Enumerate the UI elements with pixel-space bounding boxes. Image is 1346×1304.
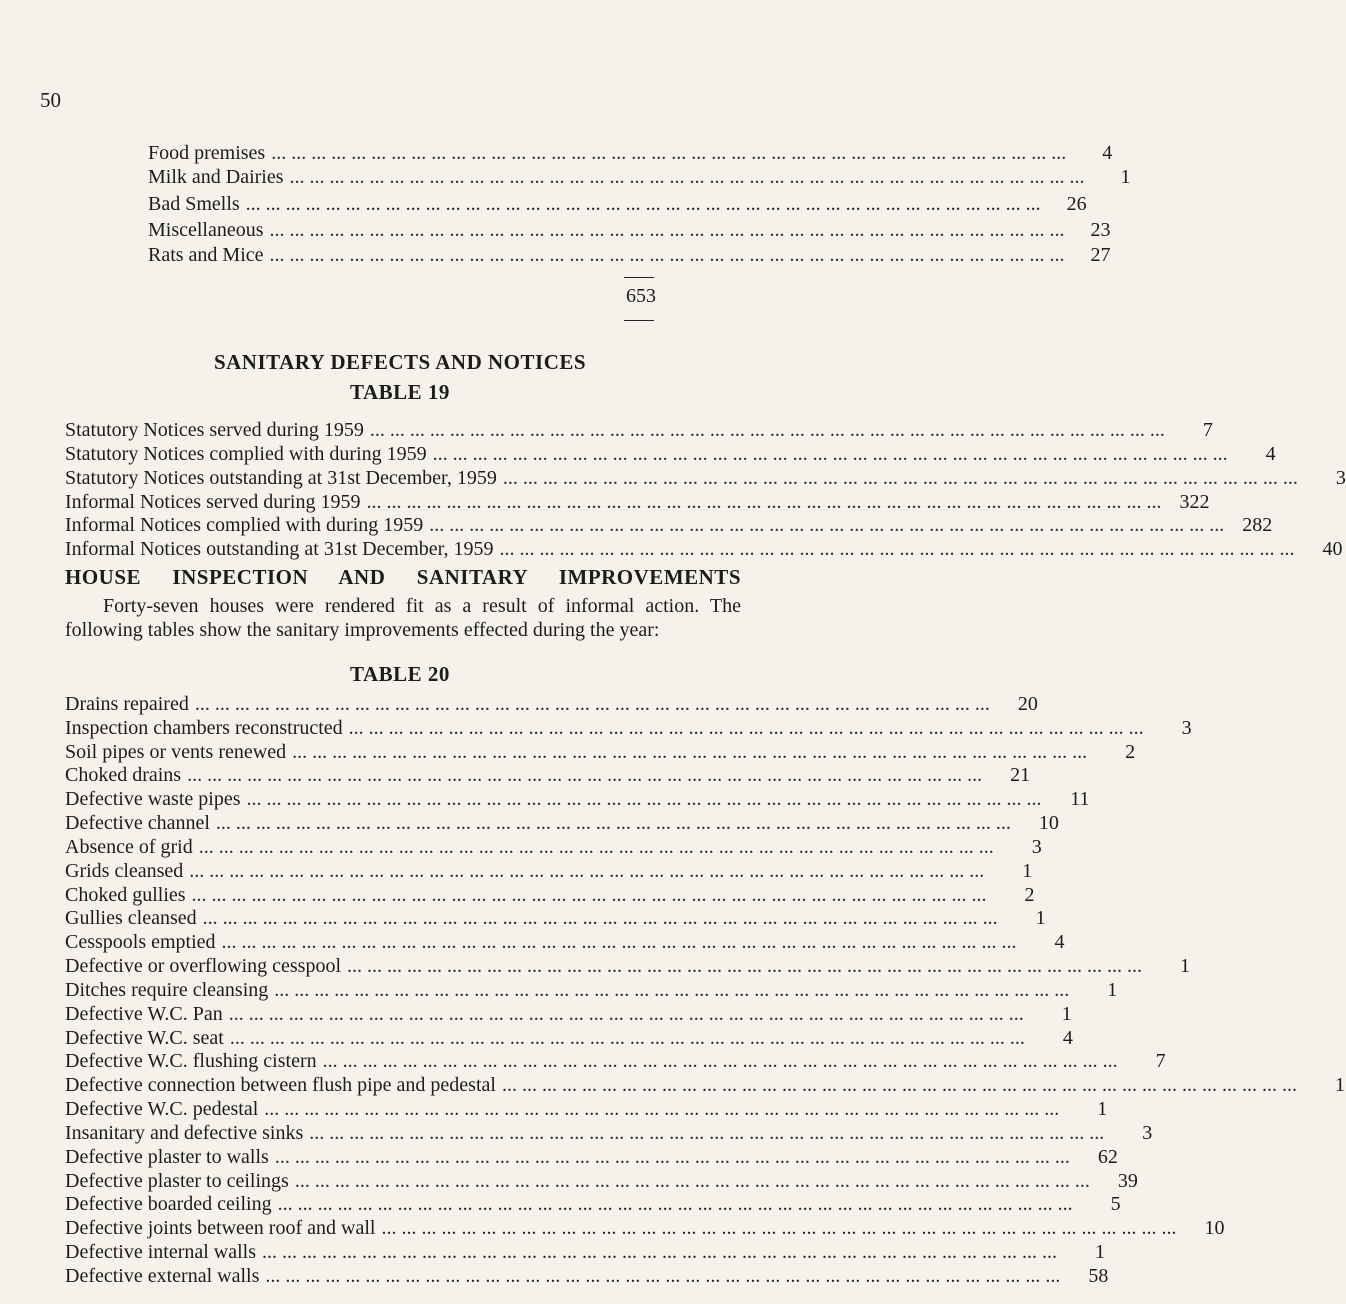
item-value: 23	[1090, 219, 1111, 241]
table-row: Informal Notices outstanding at 31st December, 1959 ... ... ... ... ... ... ... ... ... ... ... ... ... ... ... ... ... ... ... ... ... ... ... ... ... ... ... ... ... ... ... ... ... ... ... ... ... ... ... ... 40	[65, 538, 1343, 560]
row-value: 4	[1265, 443, 1276, 465]
table-row: Defective joints between roof and wall ... ... ... ... ... ... ... ... ... ... ... ... ... ... ... ... ... ... ... ... ... ... ... ... ... ... ... ... ... ... ... ... ... ... ... ... ... ... ... ... 10	[65, 1217, 1225, 1239]
item-label: Bad Smells	[148, 193, 240, 215]
row-label: Defective W.C. flushing cistern	[65, 1050, 317, 1072]
table-row: Soil pipes or vents renewed ... ... ... ... ... ... ... ... ... ... ... ... ... ... ... ... ... ... ... ... ... ... ... ... ... ... ... ... ... ... ... ... ... ... ... ... ... ... ... ... 2	[65, 741, 1136, 763]
row-label: Absence of grid	[65, 836, 193, 858]
item-label: Milk and Dairies	[148, 166, 284, 188]
row-value: 1	[1107, 979, 1118, 1001]
table-row: Defective external walls ... ... ... ... ... ... ... ... ... ... ... ... ... ... ... ... ... ... ... ... ... ... ... ... ... ... ... ... ... ... ... ... ... ... ... ... ... ... ... ... 58	[65, 1265, 1109, 1287]
row-label: Statutory Notices served during 1959	[65, 419, 364, 441]
row-label: Cesspools emptied	[65, 931, 216, 953]
row-value: 322	[1179, 491, 1210, 513]
row-value: 4	[1062, 1027, 1073, 1049]
row-label: Soil pipes or vents renewed	[65, 741, 287, 763]
row-value: 4	[1054, 931, 1065, 953]
item-value: 4	[1102, 142, 1113, 164]
table-row: Defective or overflowing cesspool ... ... ... ... ... ... ... ... ... ... ... ... ... ... ... ... ... ... ... ... ... ... ... ... ... ... ... ... ... ... ... ... ... ... ... ... ... ... ... ... 1	[65, 955, 1191, 977]
row-value: 1	[1022, 860, 1033, 882]
table-row: Defective W.C. pedestal ... ... ... ... ... ... ... ... ... ... ... ... ... ... ... ... ... ... ... ... ... ... ... ... ... ... ... ... ... ... ... ... ... ... ... ... ... ... ... ... 1	[65, 1098, 1108, 1120]
row-value: 7	[1202, 419, 1213, 441]
row-label: Informal Notices outstanding at 31st December, 1959	[65, 538, 494, 560]
row-value: 1	[1097, 1098, 1108, 1120]
row-value: 1	[1334, 1074, 1345, 1096]
table-row: Informal Notices complied with during 1959 ... ... ... ... ... ... ... ... ... ... ... ... ... ... ... ... ... ... ... ... ... ... ... ... ... ... ... ... ... ... ... ... ... ... ... ... ... ... ... ... 282	[65, 514, 1273, 536]
row-value: 5	[1110, 1193, 1121, 1215]
table-row: Insanitary and defective sinks ... ... ... ... ... ... ... ... ... ... ... ... ... ... ... ... ... ... ... ... ... ... ... ... ... ... ... ... ... ... ... ... ... ... ... ... ... ... ... ... 3	[65, 1122, 1153, 1144]
table-row: Statutory Notices outstanding at 31st December, 1959 ... ... ... ... ... ... ... ... ... ... ... ... ... ... ... ... ... ... ... ... ... ... ... ... ... ... ... ... ... ... ... ... ... ... ... ... ... ... ... ... 3	[65, 467, 1346, 489]
table-row: Defective channel ... ... ... ... ... ... ... ... ... ... ... ... ... ... ... ... ... ... ... ... ... ... ... ... ... ... ... ... ... ... ... ... ... ... ... ... ... ... ... ... 10	[65, 812, 1059, 834]
row-value: 2	[1024, 884, 1035, 906]
table-row: Choked gullies ... ... ... ... ... ... ... ... ... ... ... ... ... ... ... ... ... ... ... ... ... ... ... ... ... ... ... ... ... ... ... ... ... ... ... ... ... ... ... ... 2	[65, 884, 1035, 906]
row-label: Defective W.C. Pan	[65, 1003, 223, 1025]
table-row: Gullies cleansed ... ... ... ... ... ... ... ... ... ... ... ... ... ... ... ... ... ... ... ... ... ... ... ... ... ... ... ... ... ... ... ... ... ... ... ... ... ... ... ... 1	[65, 907, 1046, 929]
table-row: Statutory Notices complied with during 1959 ... ... ... ... ... ... ... ... ... ... ... ... ... ... ... ... ... ... ... ... ... ... ... ... ... ... ... ... ... ... ... ... ... ... ... ... ... ... ... ... 4	[65, 443, 1276, 465]
table-row: Choked drains ... ... ... ... ... ... ... ... ... ... ... ... ... ... ... ... ... ... ... ... ... ... ... ... ... ... ... ... ... ... ... ... ... ... ... ... ... ... ... ... 21	[65, 764, 1031, 786]
row-label: Defective channel	[65, 812, 210, 834]
row-label: Gullies cleansed	[65, 907, 197, 929]
item-label: Rats and Mice	[148, 244, 264, 266]
total-value: 653	[626, 285, 656, 307]
row-label: Ditches require cleansing	[65, 979, 269, 1001]
item-value: 26	[1066, 193, 1087, 215]
row-label: Informal Notices complied with during 1959	[65, 514, 424, 536]
row-label: Defective plaster to walls	[65, 1146, 269, 1168]
row-label: Drains repaired	[65, 693, 189, 715]
table-row: Defective plaster to ceilings ... ... ... ... ... ... ... ... ... ... ... ... ... ... ... ... ... ... ... ... ... ... ... ... ... ... ... ... ... ... ... ... ... ... ... ... ... ... ... ... 39	[65, 1170, 1138, 1192]
table-row: Absence of grid ... ... ... ... ... ... ... ... ... ... ... ... ... ... ... ... ... ... ... ... ... ... ... ... ... ... ... ... ... ... ... ... ... ... ... ... ... ... ... ... 3	[65, 836, 1042, 858]
table-row: Defective plaster to walls ... ... ... ... ... ... ... ... ... ... ... ... ... ... ... ... ... ... ... ... ... ... ... ... ... ... ... ... ... ... ... ... ... ... ... ... ... ... ... ... 62	[65, 1146, 1118, 1168]
table-row: Defective internal walls ... ... ... ... ... ... ... ... ... ... ... ... ... ... ... ... ... ... ... ... ... ... ... ... ... ... ... ... ... ... ... ... ... ... ... ... ... ... ... ... 1	[65, 1241, 1106, 1263]
row-value: 58	[1088, 1265, 1109, 1287]
row-label: Informal Notices served during 1959	[65, 491, 361, 513]
table-row: Grids cleansed ... ... ... ... ... ... ... ... ... ... ... ... ... ... ... ... ... ... ... ... ... ... ... ... ... ... ... ... ... ... ... ... ... ... ... ... ... ... ... ... 1	[65, 860, 1033, 882]
row-label: Choked gullies	[65, 884, 186, 906]
row-value: 11	[1070, 788, 1090, 810]
row-label: Inspection chambers reconstructed	[65, 717, 343, 739]
list-item: Milk and Dairies ... ... ... ... ... ... ... ... ... ... ... ... ... ... ... ... ... ... ... ... ... ... ... ... ... ... ... ... ... ... ... ... ... ... ... ... ... ... ... ... 1	[148, 166, 1131, 188]
row-label: Defective boarded ceiling	[65, 1193, 272, 1215]
table-row: Defective waste pipes ... ... ... ... ... ... ... ... ... ... ... ... ... ... ... ... ... ... ... ... ... ... ... ... ... ... ... ... ... ... ... ... ... ... ... ... ... ... ... ... 11	[65, 788, 1090, 810]
row-value: 3	[1031, 836, 1042, 858]
row-label: Grids cleansed	[65, 860, 184, 882]
row-label: Defective waste pipes	[65, 788, 241, 810]
row-label: Defective joints between roof and wall	[65, 1217, 376, 1239]
total-rule-top	[624, 277, 654, 278]
row-value: 3	[1335, 467, 1346, 489]
table-row: Defective W.C. flushing cistern ... ... ... ... ... ... ... ... ... ... ... ... ... ... ... ... ... ... ... ... ... ... ... ... ... ... ... ... ... ... ... ... ... ... ... ... ... ... ... ... 7	[65, 1050, 1166, 1072]
page-number: 50	[40, 88, 61, 112]
row-label: Defective W.C. pedestal	[65, 1098, 259, 1120]
intro-paragraph: Forty-seven houses were rendered fit as a result of informal action. The following tables show the sanitary improvements effected during the year:	[65, 595, 741, 641]
table-20-title: TABLE 20	[350, 662, 450, 686]
row-label: Insanitary and defective sinks	[65, 1122, 304, 1144]
row-value: 20	[1017, 693, 1038, 715]
table-row: Defective connection between flush pipe and pedestal ... ... ... ... ... ... ... ... ... ... ... ... ... ... ... ... ... ... ... ... ... ... ... ... ... ... ... ... ... ... ... ... ... ... ... ... ... ... ... ... 1	[65, 1074, 1345, 1096]
row-value: 3	[1181, 717, 1192, 739]
row-value: 2	[1125, 741, 1136, 763]
table-row: Defective W.C. Pan ... ... ... ... ... ... ... ... ... ... ... ... ... ... ... ... ... ... ... ... ... ... ... ... ... ... ... ... ... ... ... ... ... ... ... ... ... ... ... ... 1	[65, 1003, 1072, 1025]
row-value: 7	[1155, 1050, 1166, 1072]
table-row: Informal Notices served during 1959 ... ... ... ... ... ... ... ... ... ... ... ... ... ... ... ... ... ... ... ... ... ... ... ... ... ... ... ... ... ... ... ... ... ... ... ... ... ... ... ... 322	[65, 491, 1210, 513]
table-19-title: TABLE 19	[350, 380, 450, 404]
row-label: Defective connection between flush pipe and pedestal	[65, 1074, 496, 1096]
list-item: Bad Smells ... ... ... ... ... ... ... ... ... ... ... ... ... ... ... ... ... ... ... ... ... ... ... ... ... ... ... ... ... ... ... ... ... ... ... ... ... ... ... ... 26	[148, 193, 1087, 215]
row-label: Defective external walls	[65, 1265, 260, 1287]
table-row: Defective boarded ceiling ... ... ... ... ... ... ... ... ... ... ... ... ... ... ... ... ... ... ... ... ... ... ... ... ... ... ... ... ... ... ... ... ... ... ... ... ... ... ... ... 5	[65, 1193, 1121, 1215]
row-value: 10	[1038, 812, 1059, 834]
list-item: Food premises ... ... ... ... ... ... ... ... ... ... ... ... ... ... ... ... ... ... ... ... ... ... ... ... ... ... ... ... ... ... ... ... ... ... ... ... ... ... ... ... 4	[148, 142, 1113, 164]
total-rule-bottom	[624, 320, 654, 321]
row-label: Choked drains	[65, 764, 182, 786]
row-label: Statutory Notices complied with during 1959	[65, 443, 427, 465]
row-value: 21	[1010, 764, 1031, 786]
section-heading-sanitary-defects: SANITARY DEFECTS AND NOTICES	[213, 350, 587, 374]
list-item: Rats and Mice ... ... ... ... ... ... ... ... ... ... ... ... ... ... ... ... ... ... ... ... ... ... ... ... ... ... ... ... ... ... ... ... ... ... ... ... ... ... ... ... 27	[148, 244, 1111, 266]
item-value: 27	[1090, 244, 1111, 266]
row-label: Defective internal walls	[65, 1241, 257, 1263]
row-value: 62	[1097, 1146, 1118, 1168]
row-value: 3	[1142, 1122, 1153, 1144]
row-value: 1	[1035, 907, 1046, 929]
table-row: Defective W.C. seat ... ... ... ... ... ... ... ... ... ... ... ... ... ... ... ... ... ... ... ... ... ... ... ... ... ... ... ... ... ... ... ... ... ... ... ... ... ... ... ... 4	[65, 1027, 1073, 1049]
table-row: Cesspools emptied ... ... ... ... ... ... ... ... ... ... ... ... ... ... ... ... ... ... ... ... ... ... ... ... ... ... ... ... ... ... ... ... ... ... ... ... ... ... ... ... 4	[65, 931, 1065, 953]
row-label: Defective plaster to ceilings	[65, 1170, 289, 1192]
table-row: Statutory Notices served during 1959 ... ... ... ... ... ... ... ... ... ... ... ... ... ... ... ... ... ... ... ... ... ... ... ... ... ... ... ... ... ... ... ... ... ... ... ... ... ... ... ... 7	[65, 419, 1213, 441]
table-row: Ditches require cleansing ... ... ... ... ... ... ... ... ... ... ... ... ... ... ... ... ... ... ... ... ... ... ... ... ... ... ... ... ... ... ... ... ... ... ... ... ... ... ... ... 1	[65, 979, 1118, 1001]
row-value: 1	[1180, 955, 1191, 977]
row-label: Defective W.C. seat	[65, 1027, 224, 1049]
row-value: 10	[1204, 1217, 1225, 1239]
table-row: Drains repaired ... ... ... ... ... ... ... ... ... ... ... ... ... ... ... ... ... ... ... ... ... ... ... ... ... ... ... ... ... ... ... ... ... ... ... ... ... ... ... ... 20	[65, 693, 1038, 715]
row-value: 1	[1061, 1003, 1072, 1025]
section-heading-house-inspection: HOUSE INSPECTION AND SANITARY IMPROVEMENTS	[65, 565, 741, 589]
row-label: Statutory Notices outstanding at 31st December, 1959	[65, 467, 497, 489]
row-label: Defective or overflowing cesspool	[65, 955, 342, 977]
item-label: Miscellaneous	[148, 219, 264, 241]
row-value: 39	[1117, 1170, 1138, 1192]
row-value: 282	[1242, 514, 1273, 536]
list-item: Miscellaneous ... ... ... ... ... ... ... ... ... ... ... ... ... ... ... ... ... ... ... ... ... ... ... ... ... ... ... ... ... ... ... ... ... ... ... ... ... ... ... ... 23	[148, 219, 1111, 241]
row-value: 1	[1095, 1241, 1106, 1263]
item-label: Food premises	[148, 142, 266, 164]
table-row: Inspection chambers reconstructed ... ... ... ... ... ... ... ... ... ... ... ... ... ... ... ... ... ... ... ... ... ... ... ... ... ... ... ... ... ... ... ... ... ... ... ... ... ... ... ... 3	[65, 717, 1192, 739]
item-value: 1	[1120, 166, 1131, 188]
row-value: 40	[1322, 538, 1343, 560]
